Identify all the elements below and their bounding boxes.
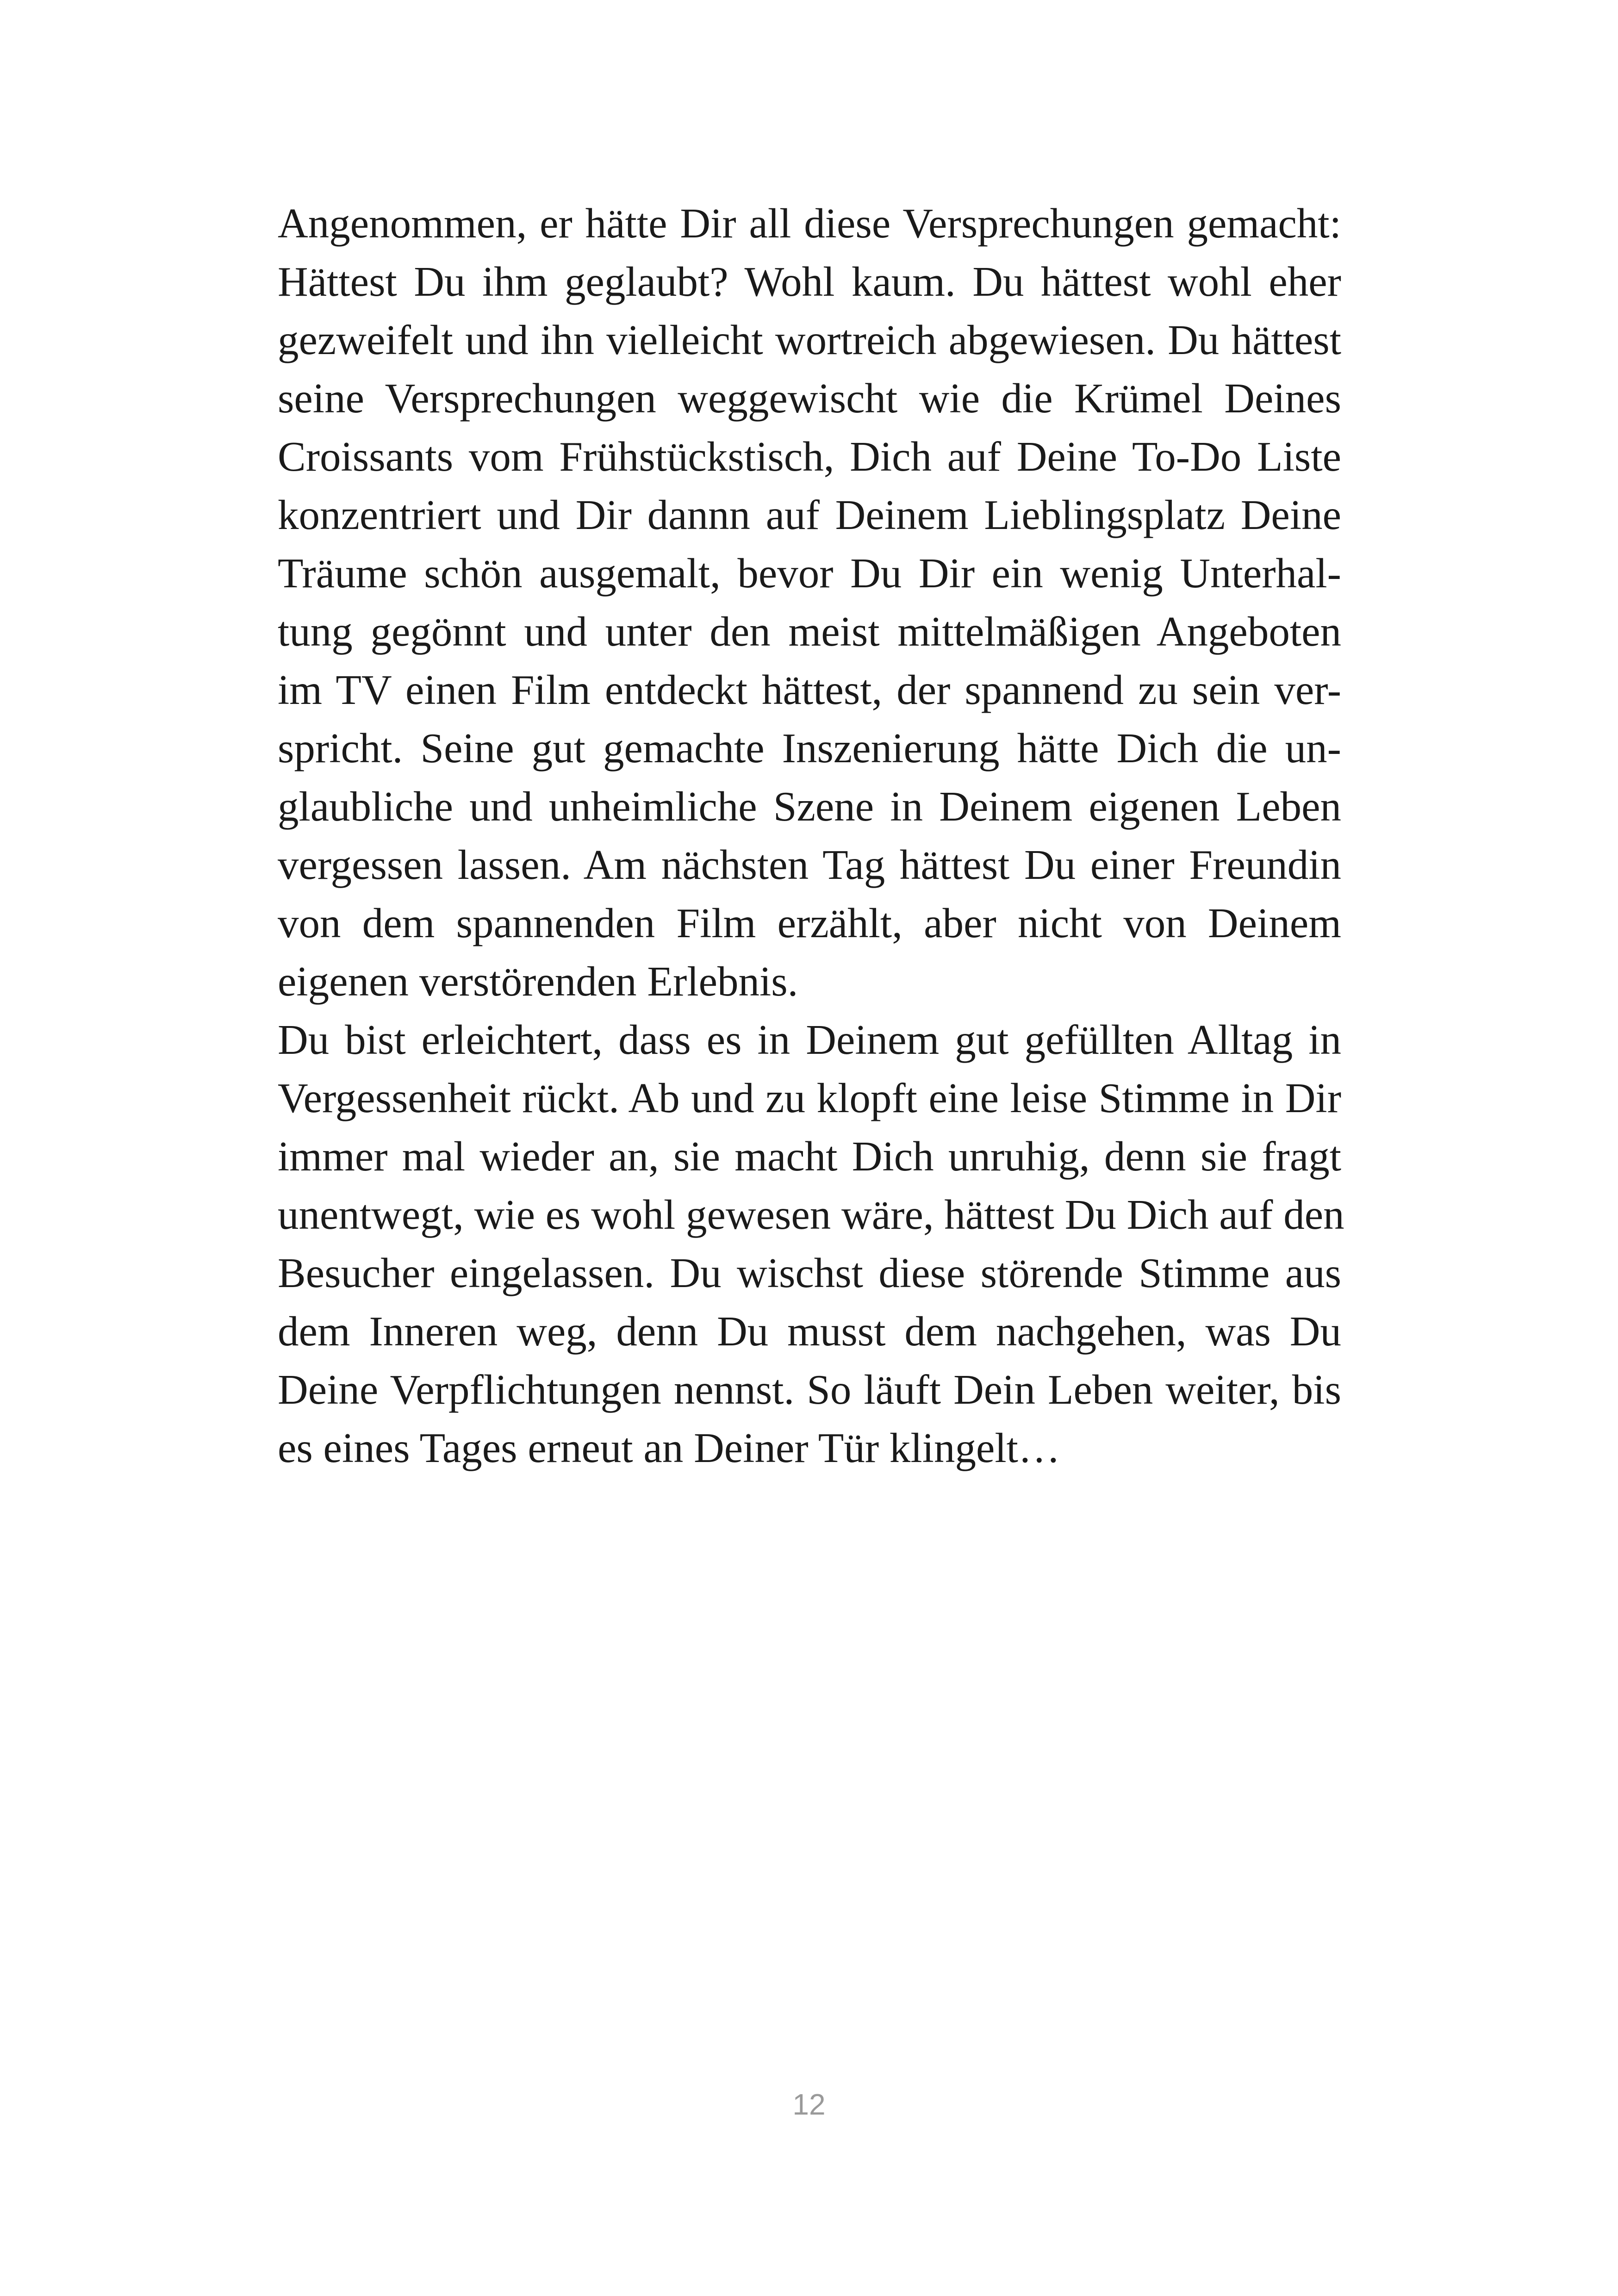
text-line: glaubliche und unheimliche Szene in Deinem eigenen Leben <box>278 783 1341 830</box>
body-text <box>278 194 1344 1477</box>
text-line: im TV einen Film entdeckt hättest, der spannend zu sein ver- <box>278 666 1341 713</box>
text-line: immer mal wieder an, sie macht Dich unruhig, denn sie fragt <box>278 1133 1341 1180</box>
text-line: tung gegönnt und unter den meist mittelmäßigen Angeboten <box>278 608 1341 655</box>
text-line: es eines Tages erneut an Deiner Tür klingelt… <box>278 1425 1060 1471</box>
text-line: Deine Verpflichtungen nennst. So läuft Dein Leben weiter, bis <box>278 1366 1341 1413</box>
text-line: Angenommen, er hätte Dir all diese Versprechungen gemacht: <box>278 200 1341 247</box>
text-line: gezweifelt und ihn vielleicht wortreich abgewiesen. Du hättest <box>278 317 1341 363</box>
text-line: Hättest Du ihm geglaubt? Wohl kaum. Du hättest wohl eher <box>278 258 1341 305</box>
paragraph-1 <box>278 194 1341 1011</box>
text-line: Träume schön ausgemalt, bevor Du Dir ein wenig Unterhal- <box>278 550 1341 597</box>
text-line: konzentriert und Dir dannn auf Deinem Lieblingsplatz Deine <box>278 492 1341 538</box>
text-line: spricht. Seine gut gemachte Inszenierung hätte Dich die un- <box>278 725 1341 772</box>
text-line: Du bist erleichtert, dass es in Deinem gut gefüllten Alltag in <box>278 1016 1341 1063</box>
text-line: eigenen verstörenden Erlebnis. <box>278 958 798 1005</box>
text-line: unentwegt, wie es wohl gewesen wäre, hättest Du Dich auf den <box>278 1191 1344 1238</box>
text-line: seine Versprechungen weggewischt wie die Krümel Deines <box>278 375 1341 422</box>
page-number: 12 <box>792 2088 826 2121</box>
paragraph-2 <box>278 1011 1344 1477</box>
text-line: dem Inneren weg, denn Du musst dem nachgehen, was Du <box>278 1308 1341 1355</box>
text-line: von dem spannenden Film erzählt, aber nicht von Deinem <box>278 900 1341 946</box>
text-line: Besucher eingelassen. Du wischst diese störende Stimme aus <box>278 1250 1341 1296</box>
text-line: Vergessenheit rückt. Ab und zu klopft eine leise Stimme in Dir <box>278 1075 1341 1121</box>
text-line: Croissants vom Frühstückstisch, Dich auf Deine To-Do Liste <box>278 433 1341 480</box>
text-line: vergessen lassen. Am nächsten Tag hättest Du einer Freundin <box>278 841 1341 888</box>
